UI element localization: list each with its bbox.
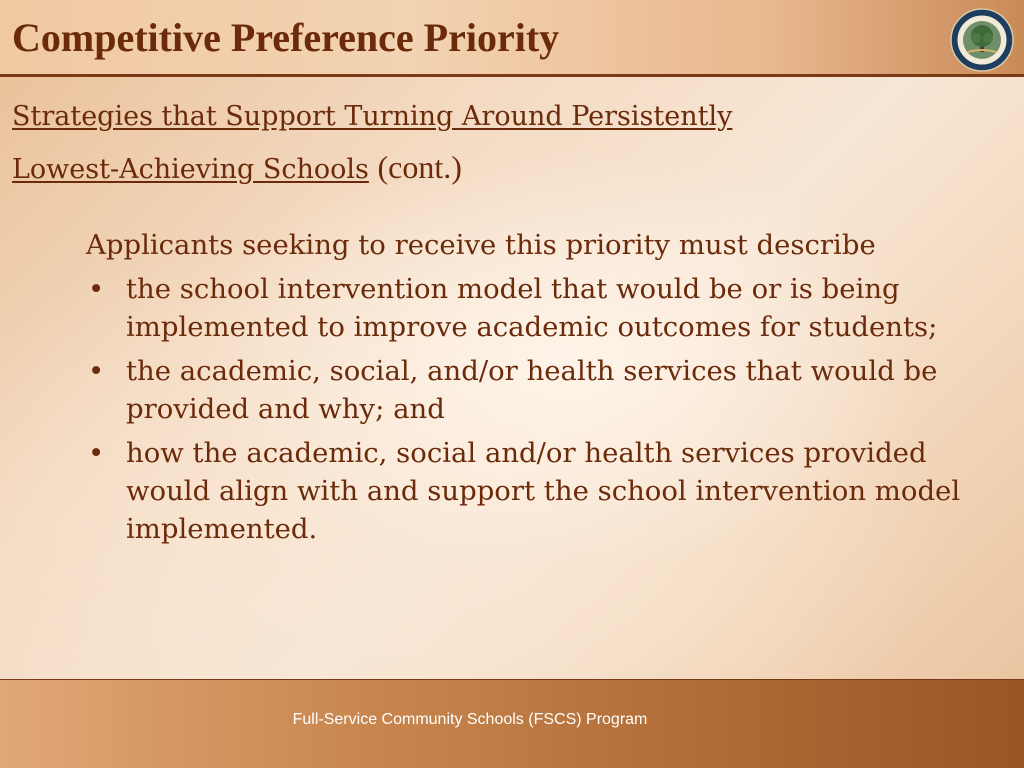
bullet-list — [86, 270, 966, 548]
bullet-item — [86, 270, 966, 346]
bullet-text: the school intervention model that would be or is being implemented to improve academic outcomes for students; — [126, 273, 938, 343]
bullet-icon: • — [88, 355, 105, 387]
subtitle-suffix: (cont.) — [377, 149, 462, 185]
slide-title: Competitive Preference Priority — [12, 15, 560, 60]
bullet-text: the academic, social, and/or health services that would be provided and why; and — [126, 355, 938, 425]
department-of-education-seal-icon — [950, 8, 1014, 72]
bullet-icon: • — [88, 437, 105, 469]
slide-body — [86, 226, 966, 554]
intro-text: Applicants seeking to receive this priority must describe — [86, 229, 876, 261]
bullet-item — [86, 352, 966, 428]
bullet-icon: • — [88, 273, 105, 305]
subtitle-link-line1: Strategies that Support Turning Around Persistently — [12, 101, 733, 132]
footer-program-name: Full-Service Community Schools (FSCS) Program — [292, 711, 648, 728]
slide-subtitle — [12, 92, 912, 195]
bullet-item — [86, 434, 966, 548]
bullet-text: how the academic, social and/or health services provided would align with and support the school intervention model implemented. — [126, 437, 961, 545]
subtitle-link-line2: Lowest-Achieving Schools — [12, 154, 369, 185]
header-divider — [0, 74, 1024, 77]
